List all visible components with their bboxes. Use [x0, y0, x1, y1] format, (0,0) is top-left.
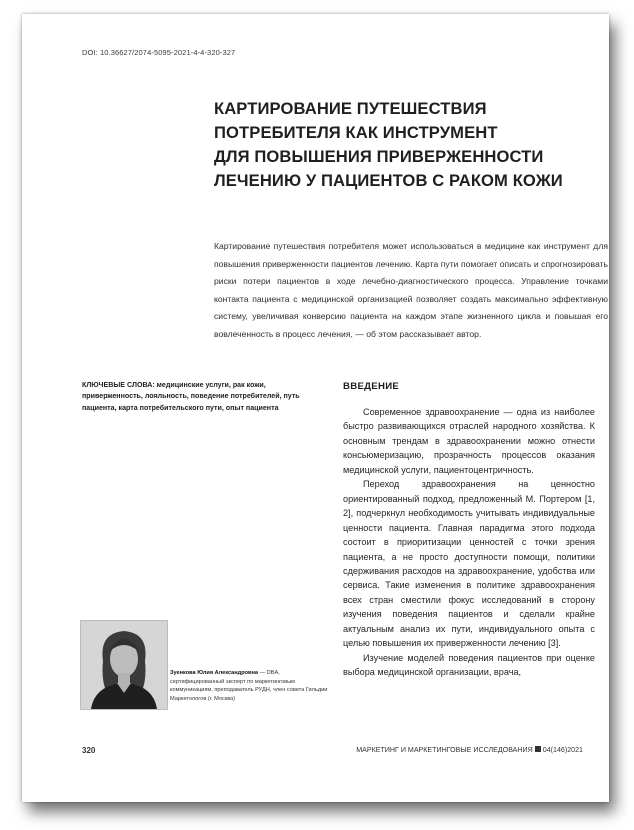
- section-title: ВВЕДЕНИЕ: [343, 381, 400, 392]
- keywords: КЛЮЧЕВЫЕ СЛОВА: медицинские услуги, рак кожи, приверженность, лояльность, поведение потребителей, путь пациента, карта потребительского пути, опыт пациента: [82, 381, 300, 412]
- journal-issue: 04(146)2021: [542, 746, 583, 754]
- abstract: Картирование путешествия потребителя может использоваться в медицине как инструмент для повышения приверженности пациентов лечению. Карта пути помогает описать и спрогнозировать риски потери пациентов в ходе лечебно-диагностического процесса. Управление точками контакта пациента с медицинской организацией позволяет создать максимально эффективную систему, увеличивая конверсию пациента на каждом этапе жизненного цикла и повышая его вовлеченность в процесс лечения, — об этом рассказывает автор.: [214, 241, 608, 339]
- page-number: 320: [82, 746, 96, 755]
- journal-name: МАРКЕТИНГ И МАРКЕТИНГОВЫЕ ИССЛЕДОВАНИЯ: [356, 746, 533, 754]
- paragraph: Современное здравоохранение — одна из наиболее быстро развивающихся отраслей народного хозяйства. К основным трендам в здравоохранении можно отнести консьюмеризацию, прозрачность процессов оказания медицинской услуги, пациентоцентричность.: [343, 407, 595, 475]
- title-line: ПОТРЕБИТЕЛЯ КАК ИНСТРУМЕНТ: [214, 123, 498, 142]
- doi-line: DOI: 10.36627/2074-5095-2021-4-4-320-327: [82, 48, 236, 57]
- author-info: [170, 669, 332, 704]
- journal-page: [22, 14, 609, 802]
- author-photo: [80, 620, 168, 710]
- paragraph: Изучение моделей поведения пациентов при оценке выбора медицинской организации, врача,: [343, 652, 595, 678]
- title-line: ДЛЯ ПОВЫШЕНИЯ ПРИВЕРЖЕННОСТИ: [214, 147, 544, 166]
- author-bio: — DBA, сертифицированный эксперт по маркетинговым коммуникациям, преподаватель РУДН, член совета Гильдии Маркетологов (г. Москва): [170, 670, 328, 703]
- journal-footer: [356, 746, 583, 754]
- paragraph: Переход здравоохранения на ценностно ориентированный подход, предложенный М. Портером [1, 2], подчеркнул необходимость учитывать индивидуальные ценности пациента. Главная парадигма этого подхода состоит в приоритизации ценностей с точки зрения пациента, а не просто доступности помощи, политики сдерживания расходов на здравоохранение, удобства или сервиса. Такие изменения в политике здравоохранения всех стран сместили фокус исследований в сторону изучения поведения пациентов и сделали крайне актуальным анализ их пути, индивидуального опыта с целью повышения их приверженности лечению [3].: [343, 479, 595, 649]
- article-title: [214, 97, 574, 193]
- title-line: ЛЕЧЕНИЮ У ПАЦИЕНТОВ С РАКОМ КОЖИ: [214, 171, 563, 190]
- author-name: Зуенкова Юлия Александровна: [170, 670, 258, 676]
- article-body: [343, 405, 595, 680]
- author-portrait-icon: [81, 621, 167, 709]
- title-line: КАРТИРОВАНИЕ ПУТЕШЕСТВИЯ: [214, 99, 487, 118]
- square-icon: [535, 746, 541, 752]
